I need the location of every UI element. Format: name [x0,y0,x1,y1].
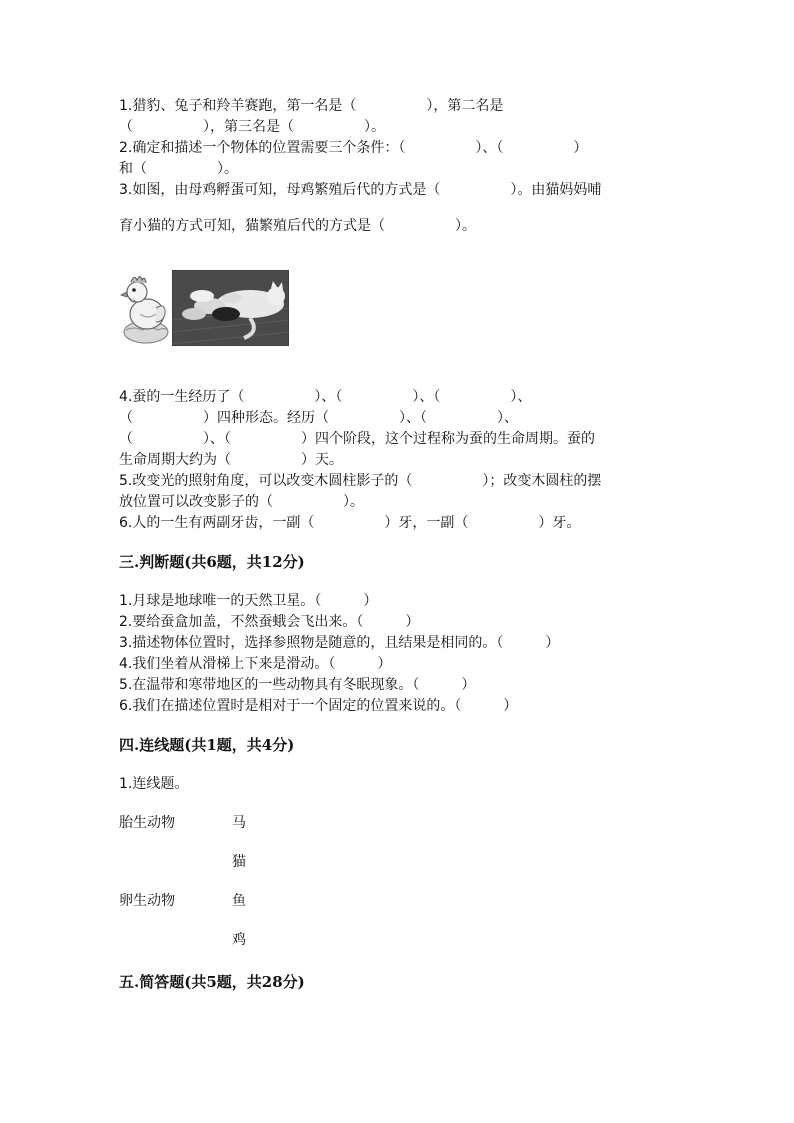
judge-item-1: 1.月球是地球唯一的天然卫星。（ ） [119,593,378,609]
hen-image [120,270,170,346]
q4-line-4: 生命周期大约为（ ）天。 [119,452,343,468]
matching-left-1: 胎生动物 [119,815,175,831]
judge-item-6: 6.我们在描述位置时是相对于一个固定的位置来说的。（ ） [119,698,518,714]
q2-line-2: 和（ ）。 [119,161,238,177]
q4-line-2: （ ）四种形态。经历（ ）、（ ）、 [119,410,518,426]
q3-line-1: 3.如图，由母鸡孵蛋可知，母鸡繁殖后代的方式是（ ）。由猫妈妈哺 [119,182,602,198]
matching-question: 1.连线题。 [119,776,189,792]
section4-heading: 四.连线题(共1题，共4分) [119,736,295,754]
section3-heading: 三.判断题(共6题，共12分) [119,553,305,571]
q6-line-1: 6.人的一生有两副牙齿，一副（ ）牙，一副（ ）牙。 [119,515,581,531]
q4-line-1: 4.蚕的一生经历了（ ）、（ ）、（ ）、 [119,389,532,405]
q2-line-1: 2.确定和描述一个物体的位置需要三个条件：（ ）、（ ） [119,140,588,156]
q1-line-2: （ ），第三名是（ ）。 [119,119,385,135]
judge-item-2: 2.要给蚕盒加盖，不然蚕蛾会飞出来。（ ） [119,614,420,630]
judge-item-5: 5.在温带和寒带地区的一些动物具有冬眠现象。（ ） [119,677,476,693]
q5-line-2: 放位置可以改变影子的（ ）。 [119,494,364,510]
judge-item-4: 4.我们坐着从滑梯上下来是滑动。（ ） [119,656,392,672]
cat-photo-icon [172,270,289,346]
matching-left-2: 卵生动物 [119,893,175,909]
judge-item-3: 3.描述物体位置时，选择参照物是随意的，且结果是相同的。（ ） [119,635,560,651]
q5-line-1: 5.改变光的照射角度，可以改变木圆柱影子的（ ）；改变木圆柱的摆 [119,473,602,489]
hen-icon [120,270,170,346]
matching-right-3: 鱼 [232,893,246,909]
cat-nursing-photo [172,270,289,346]
matching-right-4: 鸡 [232,932,246,948]
matching-right-2: 猫 [232,854,246,870]
q4-line-3: （ ）、（ ）四个阶段，这个过程称为蚕的生命周期。蚕的 [119,431,595,447]
q3-line-2: 育小猫的方式可知，猫繁殖后代的方式是（ ）。 [119,218,476,234]
matching-right-1: 马 [232,815,246,831]
section5-heading: 五.简答题(共5题，共28分) [119,973,305,991]
q1-line-1: 1.猎豹、兔子和羚羊赛跑，第一名是（ ），第二名是 [119,98,504,114]
